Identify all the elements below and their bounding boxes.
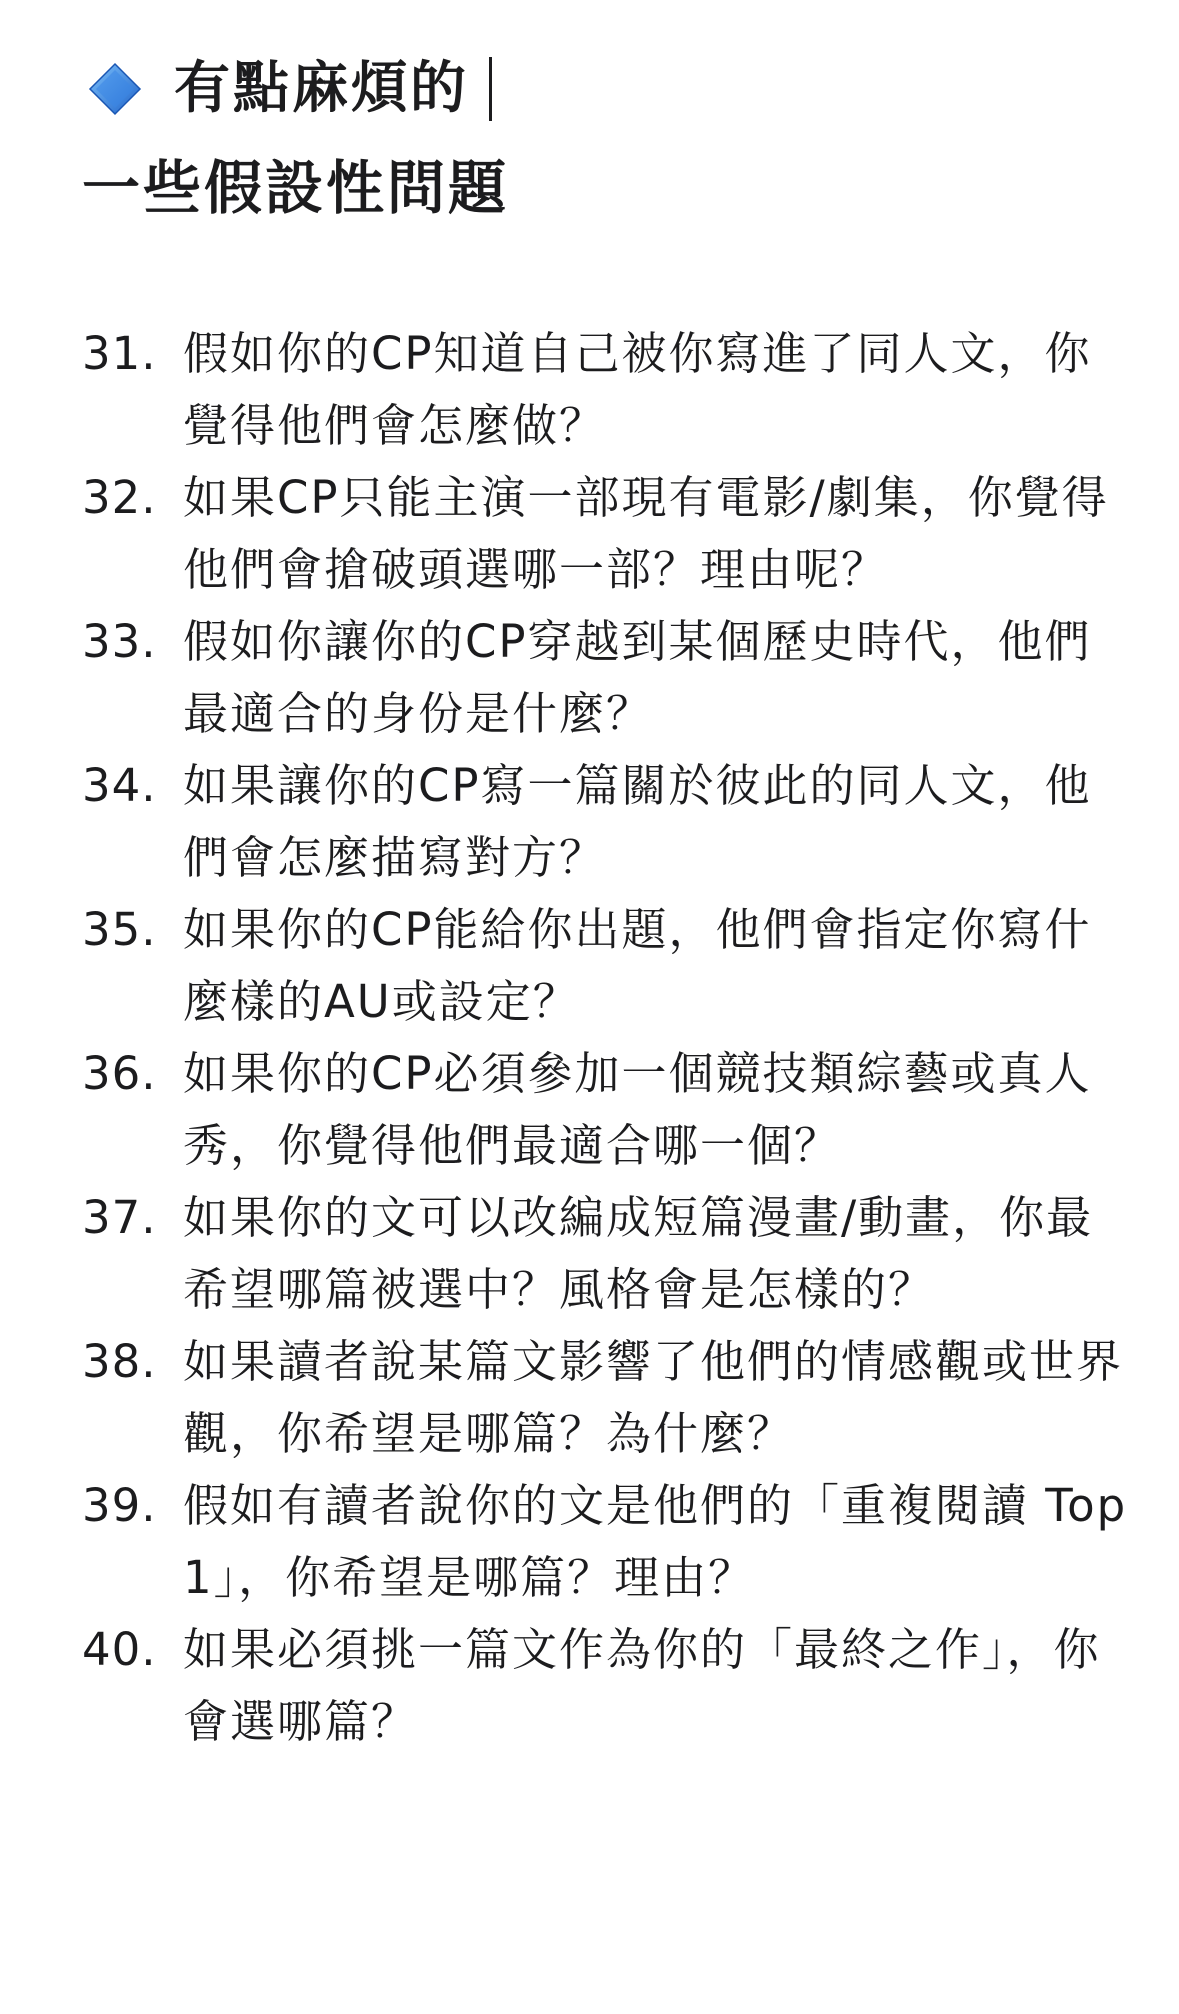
question-number: 39. (82, 1479, 157, 1532)
section-title: 有點麻煩的 (174, 56, 469, 121)
question-number: 32. (82, 471, 157, 524)
question-number: 33. (82, 615, 157, 668)
question-item (82, 1470, 1132, 1614)
question-list (82, 318, 1132, 1758)
question-item (82, 606, 1132, 750)
question-number: 35. (82, 903, 157, 956)
question-text: 如果讓你的CP寫一篇關於彼此的同人文，他們會怎麼描寫對方？ (183, 759, 1092, 884)
blue-diamond-svg (88, 62, 142, 116)
section-title-row (82, 50, 1122, 128)
question-number: 40. (82, 1623, 157, 1676)
question-item (82, 318, 1132, 462)
question-text: 如果讀者說某篇文影響了他們的情感觀或世界觀，你希望是哪篇？為什麼？ (183, 1335, 1124, 1460)
text-cursor (489, 57, 492, 121)
question-number: 31. (82, 327, 157, 380)
question-item (82, 1182, 1132, 1326)
question-item (82, 462, 1132, 606)
question-text: 如果你的CP能給你出題，他們會指定你寫什麼樣的AU或設定？ (183, 903, 1092, 1028)
question-item (82, 1326, 1132, 1470)
question-item (82, 1038, 1132, 1182)
blue-diamond-icon (86, 60, 144, 118)
question-number: 38. (82, 1335, 157, 1388)
question-text: 假如你讓你的CP穿越到某個歷史時代，他們最適合的身份是什麼？ (183, 615, 1092, 740)
question-text: 如果必須挑一篇文作為你的「最終之作」，你會選哪篇？ (183, 1623, 1101, 1748)
question-number: 36. (82, 1047, 157, 1100)
question-text: 假如有讀者說你的文是他們的「重複閱讀 Top 1」，你希望是哪篇？理由？ (183, 1479, 1128, 1604)
question-item (82, 750, 1132, 894)
question-number: 34. (82, 759, 157, 812)
subtitle: 一些假設性問題 (82, 154, 510, 222)
question-text: 如果你的CP必須參加一個競技類綜藝或真人秀，你覺得他們最適合哪一個？ (183, 1047, 1092, 1172)
question-text: 假如你的CP知道自己被你寫進了同人文，你覺得他們會怎麼做？ (183, 327, 1092, 452)
question-item (82, 894, 1132, 1038)
header (82, 50, 1122, 232)
question-number: 37. (82, 1191, 157, 1244)
question-text: 如果CP只能主演一部現有電影/劇集，你覺得他們會搶破頭選哪一部？理由呢？ (183, 471, 1109, 596)
question-text: 如果你的文可以改編成短篇漫畫/動畫，你最希望哪篇被選中？風格會是怎樣的？ (183, 1191, 1094, 1316)
question-item (82, 1614, 1132, 1758)
